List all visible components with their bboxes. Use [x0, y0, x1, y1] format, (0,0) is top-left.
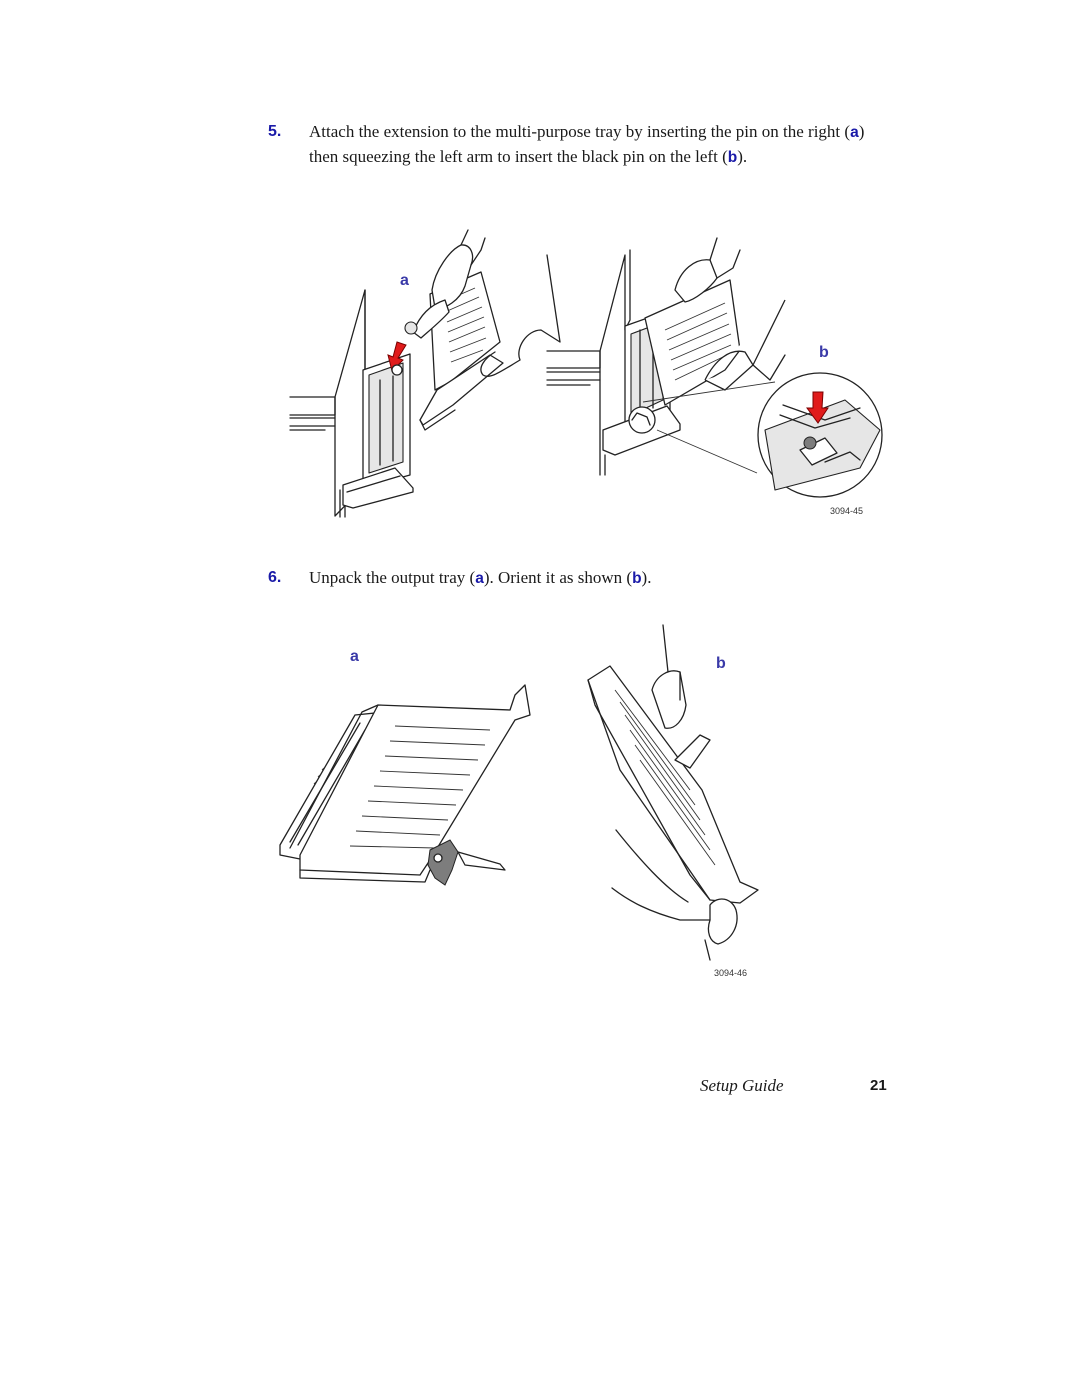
left-printer-panel — [290, 230, 560, 517]
step-6-figure-id: 3094-46 — [714, 968, 748, 978]
step-5-ref-b: b — [727, 148, 738, 166]
step-5 — [268, 120, 868, 169]
footer-document-title: Setup Guide — [700, 1076, 784, 1095]
step-5-text: Attach the extension to the multi-purpose tray by inserting the pin on the right (a) then squeezing the left arm to insert the black pin on the left (b). — [309, 122, 865, 166]
step-6-callout-b: b — [716, 655, 726, 672]
step-5-figure-id: 3094-45 — [830, 506, 864, 516]
output-tray-illustration — [270, 620, 790, 985]
footer-page-number: 21 — [870, 1077, 887, 1094]
step-5-callout-a: a — [400, 272, 409, 289]
step-6-ref-b: b — [632, 570, 642, 587]
step-6-number: 6. — [268, 569, 282, 586]
step-5-ref-a: a — [850, 124, 859, 141]
tray-extension-illustration — [285, 230, 885, 525]
step-5-number: 5. — [268, 123, 282, 140]
right-printer-panel — [547, 238, 882, 497]
step-6 — [268, 566, 868, 591]
output-tray-held — [588, 625, 758, 960]
step-5-illustration — [285, 230, 885, 525]
output-tray-flat — [280, 685, 530, 885]
step-6-callout-a: a — [350, 648, 359, 665]
step-6-ref-a: a — [475, 570, 484, 587]
step-6-text: Unpack the output tray (a). Orient it as shown (b). — [309, 568, 652, 587]
step-5-callout-b: b — [819, 344, 829, 361]
step-6-illustration — [270, 620, 790, 985]
